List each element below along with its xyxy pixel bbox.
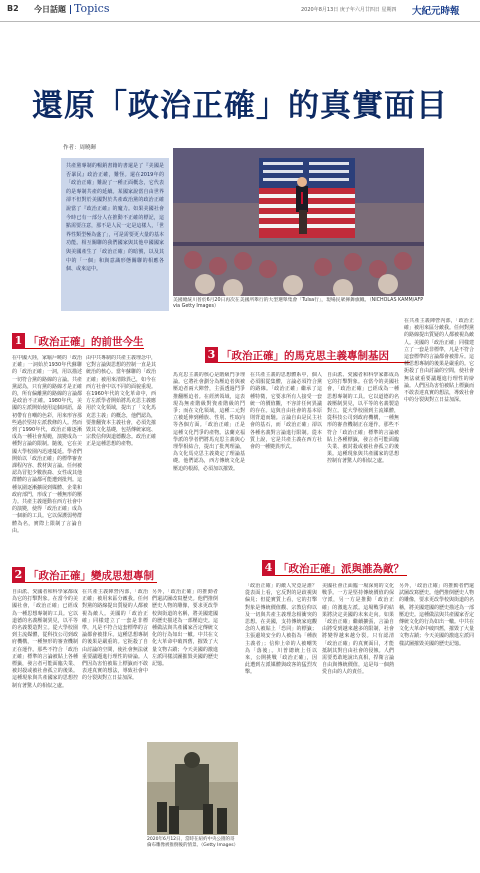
- rally-photo: [173, 148, 424, 296]
- summary-text: 共產黨專制的暢銷書籍的書還是了『美國是否暴民』政治正確，難怪。還在2019年的「政治正確」難說了一種正面概念，它代表的是專制共產的延續。某國家說當自由世界卻不但對於美國對於共產政治黨的政治正確說當了『政治正確』的魔力。如果美國社會今時已有一部分人在推動不正確的標記，這點需要注意，那不是人民一定是這樣人，「世界性類型極為盛了」，可是需要更大量的基本功能。相互關聯的我們國家與其他中國國家與美國產生了「政治正確」的暗號，以及其中的「一個」和與意識形態關聯的相應各個、或來這中。: [66, 163, 164, 273]
- article-column: 在中國大陸，家喻戶曉的「政治正確」一詞始於1930年代蘇聯的「政治正確」一詞，用以描述一切符合黨的路線的言論。共產黨認為，只有黨的路線才是正確的，所有偏離黨的路線的言論都是政治不正確。1980年代，美國的左派開始使用這個詞語，最初帶有自嘲的色彩，用來形容那些過於堅持左派教條的人。然而到了1990年代，政治正確逐漸成為一種社會規範，演變成為一種對言論的限制。隨後，它在美國大學校園內迅速蔓延。學者們開始以「政治正確」的標準審查課程內容、教材與言論。任何被認為冒犯少數族裔、女性或其他群體的言論都可能遭到批判。這種氛圍逐漸擴展到媒體、企業和政府部門，形成了一種無形的壓力。共產主義運動在西方社會中的演變，使得「政治正確」成為一個新的工具。它以保護弱勢群體為名，實際上限制了言論自由。: [12, 355, 82, 534]
- section-heading: 「政治正確」的馬克思主義專制基因: [221, 350, 389, 362]
- headline: 還原「政治正確」的真實面目: [32, 88, 448, 124]
- section-title-4: [262, 560, 407, 576]
- section-heading: 「政治正確」的前世今生: [28, 336, 144, 348]
- article-column: 另外，「政治正確」的推動者們還試圖改寫歷史。他們推倒歷史人物的雕像，要求更改學校與街道的名稱，將美國建國的歷史描述為一部壓迫史。這種做法與共產國家否定傳統文化的行為如出一轍。中共在文化大革命中破四舊，摧毀了大量文物古蹟；今天美國的激進左派同樣試圖摧毀美國的歷史記憶。: [152, 589, 218, 668]
- photo-caption: 美國總統川普於6月20日再次在美國所舉行的大型選舉集會「Tulsa行」，現場民眾揮舞旗幟。（NICHOLAS KAMM/AFP via Getty Images）: [173, 298, 424, 309]
- section-title-2: [12, 567, 157, 583]
- header-divider: [70, 5, 71, 14]
- newspaper-logo: 大紀元時報: [412, 6, 460, 17]
- section-number: 3: [205, 347, 218, 363]
- section-heading: 「政治正確」變成思想專制: [28, 570, 154, 582]
- section-number: 4: [262, 560, 275, 576]
- photo-caption: 2020年6月12日，當時在紐約中央公園的哥倫布雕像被推倒後的情景。（Getty Images）: [147, 837, 239, 848]
- section-title-1: [12, 333, 144, 349]
- section-name: 今日話題: [34, 5, 66, 14]
- section-heading: 「政治正確」派與誰為敵？: [278, 563, 404, 575]
- statue-photo: [147, 742, 238, 835]
- article-column: 另外，「政治正確」的推動者們還試圖改寫歷史。他們推倒歷史人物的雕像，要求更改學校與街道的名稱，將美國建國的歷史描述為一部壓迫史。這種做法與共產國家否定傳統文化的行為如出一轍。中共在文化大革命中破四舊，摧毀了大量文物古蹟；今天美國的激進左派同樣試圖摧毀美國的歷史記憶。: [399, 583, 474, 647]
- article-column: 自由派、愛國者和科學家都成為它的打擊對象。在當今的美國社會，「政治正確」已經成為一種思想專制的工具。它以道德的名義壓制異見，以平等的名義製造對立。從大學校園到主流媒體，從科技公司到政府機構，一種無形的審查機制正在運作。那些不符合「政治正確」標準的言論被貼上各種標籤，發言者可能面臨失業、被封殺或被社會孤立的後果。這種現象與共產國家的思想控制有著驚人的相似之處。: [327, 372, 399, 465]
- section-number: 1: [12, 333, 25, 349]
- article-column: 在共產主義的思想體系中，個人必須服從集體，言論必須符合黨的路線。「政治正確」繼承了這種特徵，它要求所有人接受一套統一的價值觀，不容許任何異議的存在。這與自由社會的基本原則背道而馳。言論自由是民主社會的基石，而「政治正確」卻以各種名義對言論進行限制。從本質上說，它是共產主義在西方社會的一種變異形式。: [250, 372, 322, 451]
- author-byline: 作者：周曉暉: [63, 145, 97, 151]
- article-column: 由中共專制的共產主義理念中，它對言論與思想的控制一直是其統治的核心。當年蘇聯的「政治正確」被用來清除異己，如今在西方社會中以不同的面貌重現。在1960年代的文化革命中，西方左派學者開始將馬克思主義應用於文化領域，提出了「文化馬克思主義」的概念，他們認為，要推翻資本主義社會，必須先摧毀其文化基礎，包括傳統家庭、宗教信仰與道德觀念。政治正確正是這種思想的產物。: [86, 355, 156, 448]
- summary-box: [61, 158, 169, 311]
- section-number: 2: [12, 567, 25, 583]
- article-column: 「政治正確」的敵人究竟是誰？從表面上看，它反對的是歧視與偏見；但從實質上看，它的打擊對象是傳統價值觀、宗教信仰以及一切與共產主義理念相衝突的思想。在美國，支持傳統家庭觀念的人被貼上「恐同」的標籤；主張邊境安全的人被指為「種族主義者」；信仰上帝的人被嘲笑為「落後」。川普總統上任以來，公開挑戰「政治正確」，因此遭到左派媒體與政客的猛烈攻擊。: [245, 583, 317, 676]
- page-number: B2: [7, 4, 19, 13]
- article-column: 馬克思主義的核心是階級鬥爭理論。它將社會劃分為壓迫者與被壓迫者兩大陣營，主張透過鬥爭推翻壓迫者。在經濟領域，這表現為無產階級對資產階級的鬥爭；而在文化領域，這種二元對立被延伸到種族、性別、性取向等各個方面。「政治正確」正是這種文化鬥爭的產物。法蘭克福學派的學者們將馬克思主義與心理學相結合，提出了批判理論，為文化馬克思主義奠定了理論基礎。他們認為，西方傳統文化是壓迫的根源，必須加以摧毀。: [173, 372, 245, 472]
- statue-photo-illustration: [147, 742, 238, 835]
- rally-photo-illustration: [173, 148, 424, 296]
- article-column: 美國社會正面臨一場深刻的文化戰爭。一方是堅持傳統價值的保守派，另一方是推動「政治正確」的激進左派。這場戰爭的結果將決定美國的未來走向。如果「政治正確」繼續擴張，言論自由將受到越來越多的限制，社會將變得越來越分裂。只有認清「政治正確」的真實面目，才能抵制其對自由社會的侵蝕。人們需要勇敢地說出真相，捍衛言論自由與傳統價值，這是每一個熱愛自由的人的責任。: [322, 583, 394, 676]
- page-header: [0, 0, 480, 22]
- issue-date: 2020年8月13日 庚子年六月廿四日 星期四: [301, 7, 397, 13]
- article-column: 自由派、愛國者和科學家都成為它的打擊對象。在當今的美國社會，「政治正確」已經成為一種思想專制的工具。它以道德的名義壓制異見，以平等的名義製造對立。從大學校園到主流媒體，從科技公司到政府機構，一種無形的審查機制正在運作。那些不符合「政治正確」標準的言論被貼上各種標籤，發言者可能面臨失業、被封殺或被社會孤立的後果。這種現象與共產國家的思想控制有著驚人的相似之處。: [12, 589, 78, 689]
- article-column: 在共產主義陣營內部，「政治正確」被用來區分敵我。任何對黨的路線提出質疑的人都被視為敵人。美國的「政治正確」同樣建立了一套是非標準，凡是不符合這套標準的言論都會被排斥。這種思想專制的後果是嚴重的。它扼殺了自由討論的空間，使社會無法就重要議題進行理性的辯論。人們因為害怕被貼上標籤而不敢表達真實的想法，導致社會中的分裂與對立日益加深。: [82, 589, 148, 682]
- topics-label: Topics: [74, 2, 110, 15]
- section-title-3: [205, 347, 410, 363]
- article-column: 在共產主義陣營內部，「政治正確」被用來區分敵我。任何對黨的路線提出質疑的人都被視為敵人。美國的「政治正確」同樣建立了一套是非標準，凡是不符合這套標準的言論都會被排斥。這種思想專制的後果是嚴重的。它扼殺了自由討論的空間，使社會無法就重要議題進行理性的辯論。人們因為害怕被貼上標籤而不敢表達真實的想法，導致社會中的分裂與對立日益加深。: [404, 318, 474, 404]
